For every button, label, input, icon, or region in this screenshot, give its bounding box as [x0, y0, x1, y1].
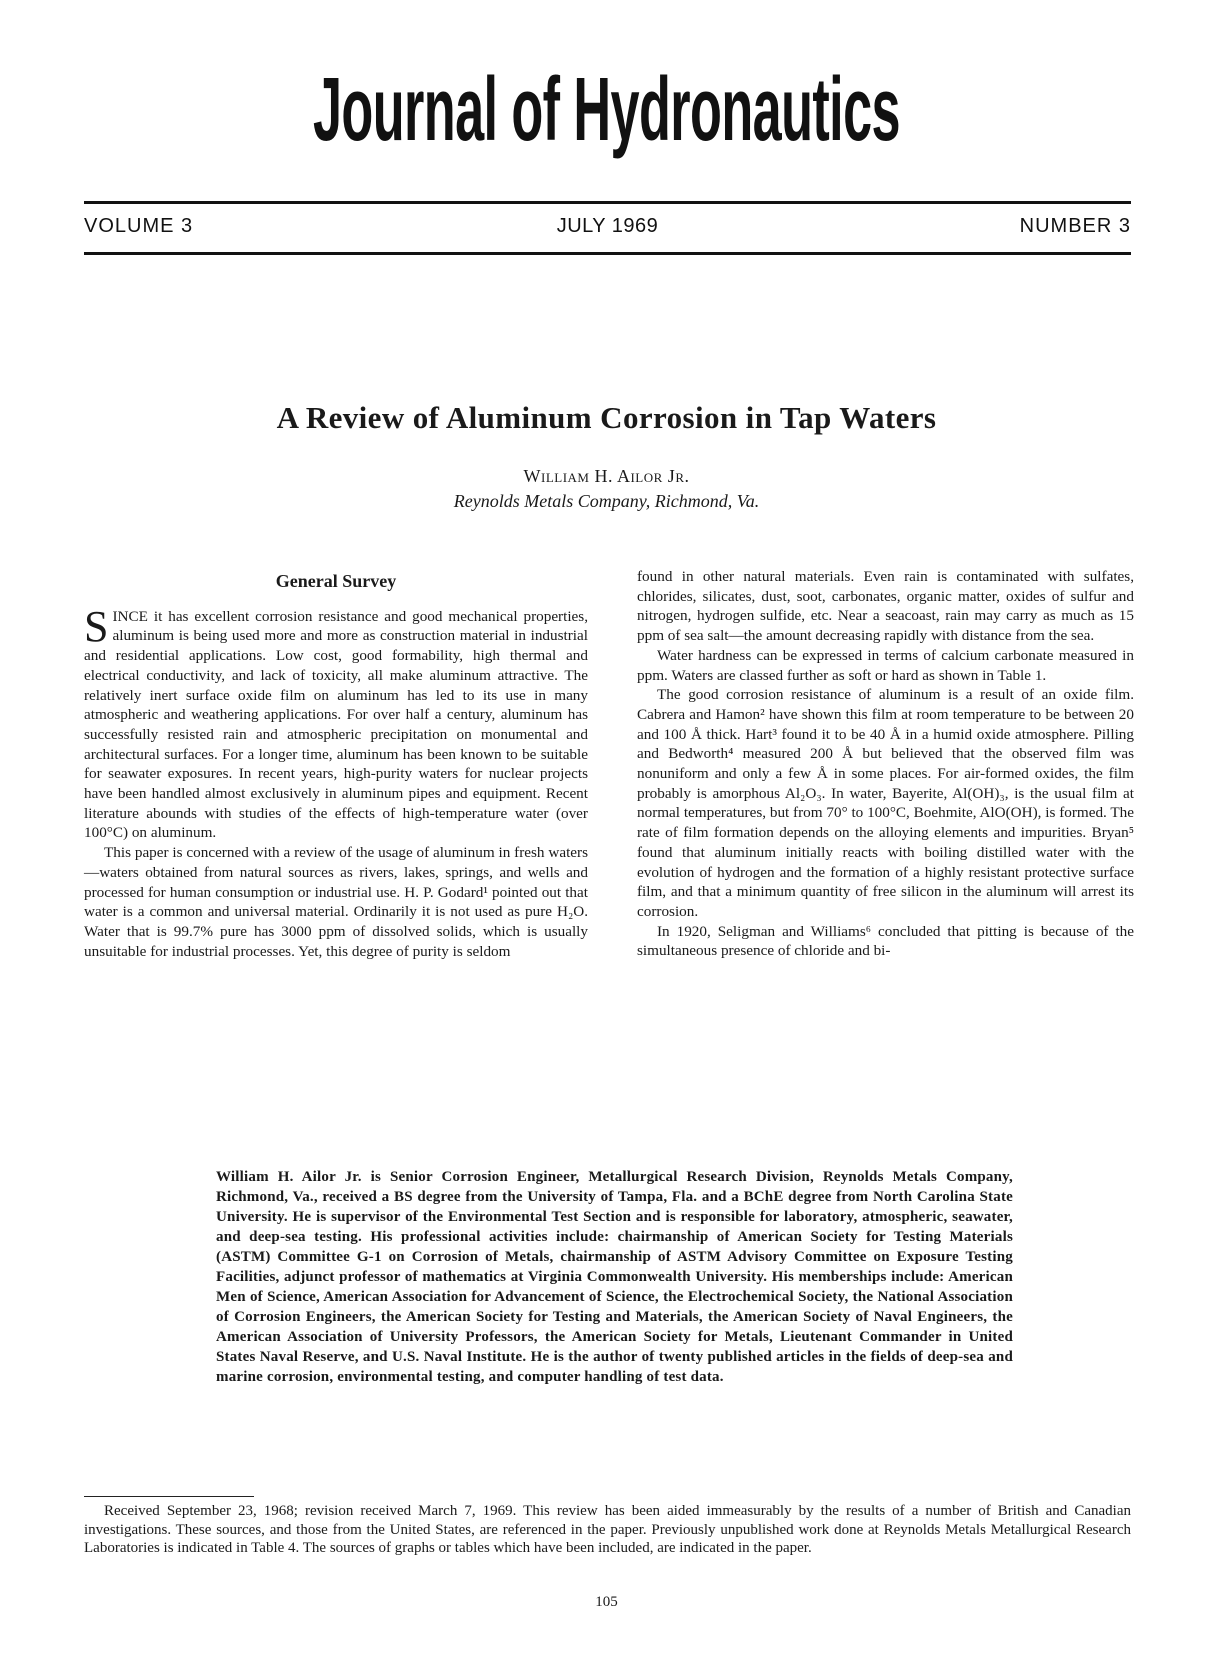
article-affiliation: Reynolds Metals Company, Richmond, Va. [453, 491, 760, 511]
left-paragraph-1-text: it has excellent corrosion resistance and good mechanical properties, aluminum is being used more and more as construction material in industrial and residential applications. Low cost, good formability, high thermal and electrical conductivity, and lack of toxicity, all make aluminum attractive. The relatively inert surface oxide film on aluminum has led to its use in many atmospheric and weathering applications. For over half a century, aluminum has successfully resisted rain and atmospheric precipitation on monumental and architectural surfaces. For a longer time, aluminum has been known to be suitable for seawater exposures. In recent years, high-purity waters for nuclear projects have been handled almost exclusively in aluminum pipes and equipment. Recent literature abounds with studies of the effects of high-temperature water (over 100°C) on aluminum. [84, 607, 588, 842]
issue-number: NUMBER 3 [1019, 215, 1131, 237]
left-column [84, 572, 588, 961]
masthead-rule-top [84, 201, 1131, 204]
drop-cap: S [84, 601, 109, 651]
right-paragraph-1: found in other natural materials. Even rain is contaminated with sulfates, chlorides, silicates, dust, soot, carbonates, organic matter, oxides of sulfur and nitrogen, hydrogen sulfide, etc. Near a seacoast, rain may carry as much as 15 ppm of sea salt—the amount decreasing rapidly with distance from the sea. [637, 568, 1134, 645]
right-column [637, 567, 1134, 961]
right-paragraph-3: The good corrosion resistance of aluminum is a result of an oxide film. Cabrera and Hamon² have shown this film at room temperature to be between 20 and 100 Å thick. Hart³ found it to be 40 Å in a humid oxide atmosphere. Pilling and Bedworth⁴ measured 200 Å but believed that the observed film was nonuniform and only a few Å in some places. For air-formed oxides, the film probably is amorphous Al₂O₃. In water, Bayerite, Al(OH)₃, is the usual film at normal temperatures, but from 70° to 100°C, Boehmite, AlO(OH), is formed. The rate of film formation depends on the alloying elements and impurities. Bryan⁵ found that aluminum initially reacts with boiling distilled water with the evolution of hydrogen and the formation of a highly resistant protective surface film, and that a minimum quantity of free silicon in the aluminum will arrest its corrosion. [637, 686, 1134, 920]
volume-label: VOLUME 3 [84, 215, 194, 237]
lead-word: INCE [112, 607, 148, 625]
right-paragraph-4: In 1920, Seligman and Williams⁶ concluded that pitting is because of the simultaneous presence of chloride and bi- [637, 922, 1134, 960]
article-author: William H. Ailor Jr. [523, 466, 690, 486]
issue-line [84, 215, 1131, 245]
footnote-rule [84, 1496, 254, 1497]
left-paragraph-1 [84, 601, 588, 843]
right-paragraph-2: Water hardness can be expressed in terms of calcium carbonate measured in ppm. Waters are classed further as soft or hard as shown in Table 1. [637, 646, 1134, 684]
article-title: A Review of Aluminum Corrosion in Tap Waters [276, 400, 937, 435]
page-number: 105 [595, 1594, 618, 1610]
left-paragraph-2: This paper is concerned with a review of the usage of aluminum in fresh waters—waters obtained from natural sources as rivers, lakes, springs, and wells and processed for human consumption or industrial use. H. P. Godard¹ pointed out that water is a common and universal material. Ordinarily it is not used as pure H₂O. Water that is 99.7% pure has 3000 ppm of dissolved solids, which is usually unsuitable for industrial processes. Yet, this degree of purity is seldom [84, 844, 588, 960]
section-heading: General Survey [275, 571, 397, 591]
author-biography: William H. Ailor Jr. is Senior Corrosion Engineer, Metallurgical Research Division, Reynolds Metals Company, Richmond, Va., received a BS degree from the University of Tampa, Fla. and a BChE degree from North Carolina State University. He is supervisor of the Environmental Test Section and is responsible for laboratory, atmospheric, seawater, and deep-sea testing. His professional activities include: chairmanship of American Society for Testing Materials (ASTM) Committee G-1 on Corrosion of Metals, chairmanship of ASTM Advisory Committee on Exposure Testing Facilities, adjunct professor of mathematics at Virginia Commonwealth University. His memberships include: American Men of Science, American Association for Advancement of Science, the Electrochemical Society, the National Association of Corrosion Engineers, the American Society for Testing and Materials, the American Society of Naval Engineers, the American Association of University Professors, the American Society for Metals, Lieutenant Commander in United States Naval Reserve, and U.S. Naval Institute. He is the author of twenty published articles in the fields of deep-sea and marine corrosion, environmental testing, and computer handling of test data. [216, 1169, 1013, 1385]
masthead-rule-bottom [84, 252, 1131, 255]
footnote: Received September 23, 1968; revision received March 7, 1969. This review has been aided immeasurably by the results of a number of British and Canadian investigations. These sources, and those from the United States, are referenced in the paper. Previously unpublished work done at Reynolds Metals Metallurgical Research Laboratories is indicated in Table 4. The sources of graphs or tables which have been included, are indicated in the paper. [84, 1503, 1131, 1556]
issue-date: JULY 1969 [556, 215, 659, 237]
journal-masthead: Journal of Hydronautics [312, 60, 901, 160]
